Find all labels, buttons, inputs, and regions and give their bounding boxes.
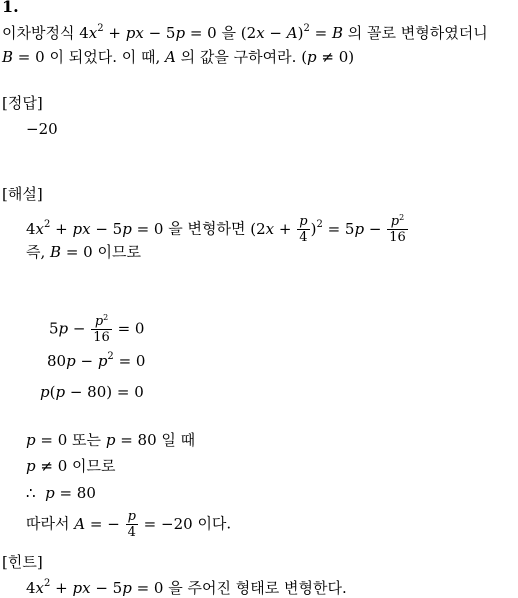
fraction-p-over-4: $\frac{p}{4}$	[299, 214, 308, 245]
fraction-p2-over-16: $\frac{p^2}{16}$	[389, 213, 406, 245]
solution-step-2: 즉, B = 0 이므로	[26, 243, 141, 261]
case-line-2: p ≠ 0 이므로	[26, 457, 116, 475]
condition: (p ≠ 0)	[301, 48, 355, 66]
equation-line-2: $80p - p^2 = 0$	[47, 351, 146, 370]
equation: $4x^2$ + px − 5p = 0	[79, 23, 217, 42]
solution-step-1: $4x^2$ + px − 5p = 0 을 변형하면 (2x + $\frac{p}{4}$ )$^2$ = 5p − $\frac{p^2}{16}$	[26, 213, 406, 245]
answer-value: −20	[26, 120, 58, 138]
fraction-p-over-4: $\frac{p}{4}$	[127, 509, 136, 540]
hint-heading: [힌트]	[2, 553, 43, 571]
hint-text: $4x^2$ + px − 5p = 0 을 주어진 형태로 변형한다.	[26, 578, 347, 597]
case-line-1: p = 0 또는 p = 80 일 때	[26, 431, 196, 449]
therefore-line: ∴ p = 80	[26, 484, 96, 502]
target-form: $(2x - A)^2 = B$	[240, 23, 343, 42]
conclusion-line: 따라서 A = − $\frac{p}{4}$ = −20 이다.	[26, 509, 232, 540]
problem-number: 1.	[2, 0, 19, 16]
problem-line-2: B = 0 이 되었다. 이 때, A 의 값을 구하여라. (p ≠ 0)	[2, 48, 355, 66]
solution-heading: [해설]	[2, 185, 43, 203]
problem-line-1: 이차방정식 $4x^2$ + px − 5p = 0 을 $(2x - A)^2 = B$ 의 꼴로 변형하였더니	[2, 23, 488, 42]
equation-line-1: 5p − $\frac{p^2}{16}$ = 0	[49, 313, 145, 345]
equation-line-3: p(p − 80) = 0	[40, 383, 144, 401]
answer-heading: [정답]	[2, 94, 43, 112]
